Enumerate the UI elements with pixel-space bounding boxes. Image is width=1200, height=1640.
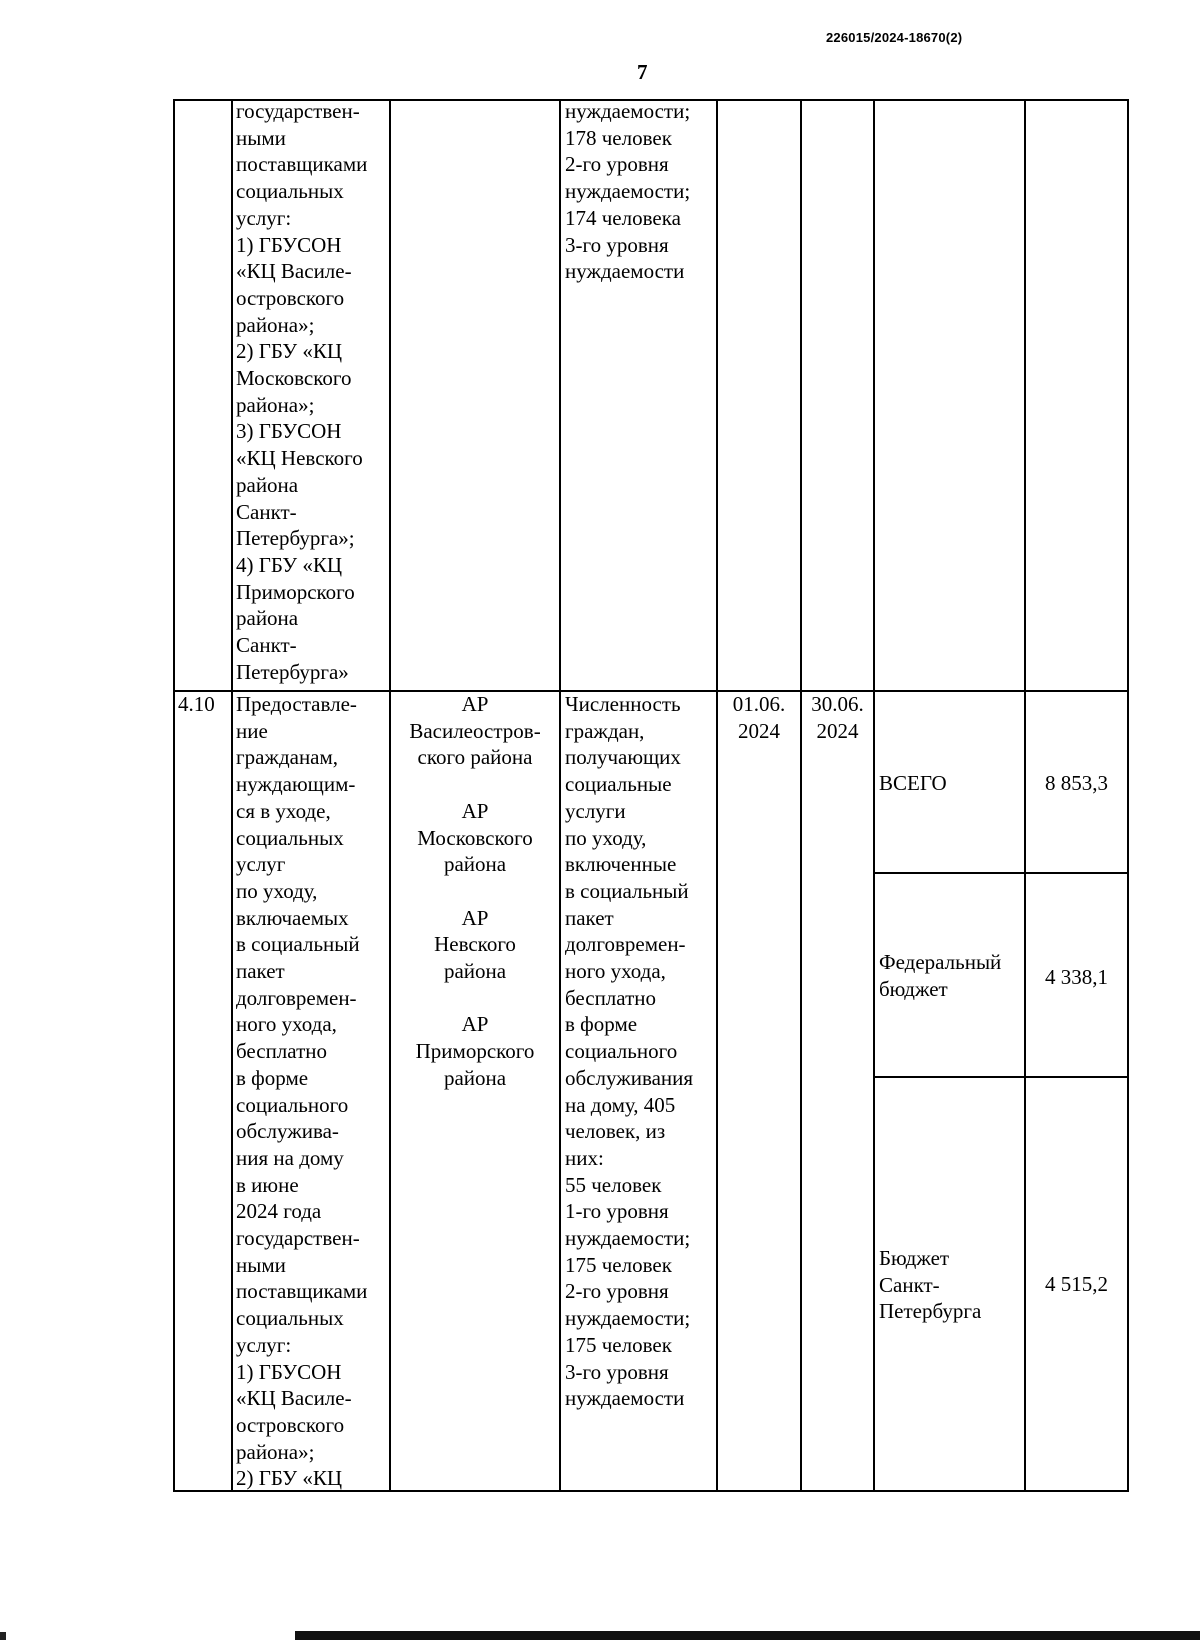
row-description: Предоставле- ние гражданам, нуждающим- ся в уходе, социальных услуг по уходу, включаемых в социальный пакет долговремен- ного ухода, бесплатно в форме социального обслужива- ния на дому в июне 2024 года государствен- ными поставщиками социальных услуг: 1) ГБУСОН «КЦ Василе- островского района»; 2) ГБУ «КЦ — [236, 692, 368, 1491]
scan-edge-mark — [0, 1632, 6, 1640]
row-responsible: АР Василеостров- ского района АР Московского района АР Невского района АР Приморского района — [409, 692, 541, 1090]
page-number: 7 — [637, 60, 648, 84]
funding-amount-federal: 4 338,1 — [1045, 965, 1108, 989]
funding-source-total: ВСЕГО — [879, 771, 947, 795]
continuation-indicator-text: нуждаемости; 178 человек 2-го уровня нуждаемости; 174 человека 3-го уровня нуждаемости — [565, 99, 691, 284]
row-end-date: 30.06. 2024 — [811, 692, 864, 743]
funding-source-federal: Федеральный бюджет — [879, 950, 1002, 1001]
scan-edge-rule — [295, 1631, 1200, 1640]
funding-amount-total: 8 853,3 — [1045, 771, 1108, 795]
row-start-date: 01.06. 2024 — [732, 692, 786, 743]
document-registration-number: 226015/2024-18670(2) — [826, 30, 963, 45]
row-indicator: Численность граждан, получающих социальные услуги по уходу, включенные в социальный пакет долговремен- ного ухода, бесплатно в форме социального обслуживания на дому, 405 человек, из них: 55 человек 1-го уровня нуждаемости; 175 человек 2-го уровня нуждаемости; 175 человек 3-го уровня нуждаемости — [565, 692, 694, 1411]
funding-source-spb: Бюджет Санкт- Петербурга — [879, 1246, 982, 1324]
funding-amount-spb: 4 515,2 — [1045, 1272, 1108, 1296]
continuation-executors-text: государствен- ными поставщиками социальных услуг: 1) ГБУСОН «КЦ Василе- островского района»; 2) ГБУ «КЦ Московского района»; 3) ГБУСОН «КЦ Невского района Санкт- Петербурга»; 4) ГБУ «КЦ Приморского района Санкт- Петербурга» — [236, 99, 368, 684]
row-number: 4.10 — [178, 692, 215, 716]
